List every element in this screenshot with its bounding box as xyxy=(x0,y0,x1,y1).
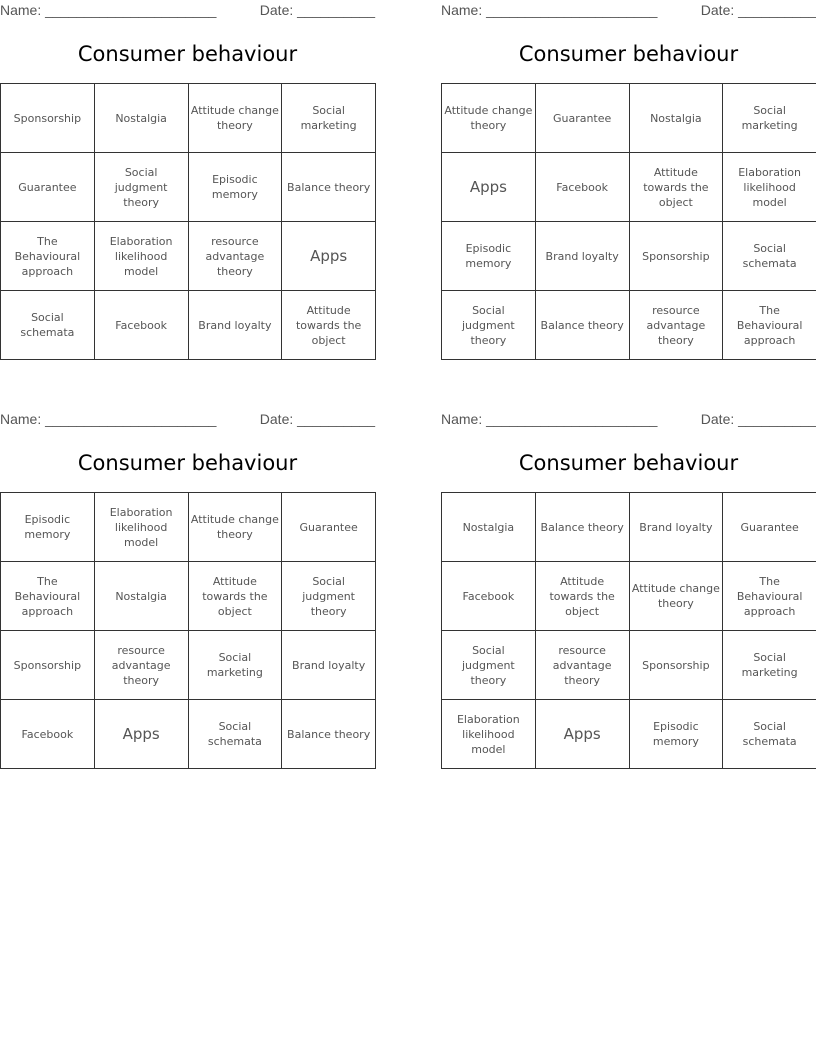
bingo-cell: Balance theory xyxy=(535,493,629,562)
bingo-grid xyxy=(441,83,816,360)
bingo-cell: Social judgment theory xyxy=(442,291,536,360)
bingo-cell: Facebook xyxy=(535,153,629,222)
date-field-label: Date: __________ xyxy=(700,411,816,427)
bingo-cell: Elaboration likelihood model xyxy=(723,153,816,222)
name-field-label: Name: ______________________ xyxy=(441,2,658,18)
grid-row xyxy=(1,153,376,222)
bingo-cell: Social marketing xyxy=(282,84,376,153)
bingo-cell: Balance theory xyxy=(535,291,629,360)
bingo-cell: Episodic memory xyxy=(629,700,723,769)
bingo-cell: Episodic memory xyxy=(188,153,282,222)
bingo-cell: Elaboration likelihood model xyxy=(94,222,188,291)
grid-row xyxy=(1,562,376,631)
bingo-cell: Nostalgia xyxy=(94,562,188,631)
bingo-cell: Attitude change theory xyxy=(188,84,282,153)
bingo-cell: Facebook xyxy=(94,291,188,360)
card-title: Consumer behaviour xyxy=(518,451,739,475)
bingo-cell: Guarantee xyxy=(535,84,629,153)
bingo-cell: Episodic memory xyxy=(442,222,536,291)
bingo-cell: Social schemata xyxy=(188,700,282,769)
bingo-cell: Social judgment theory xyxy=(282,562,376,631)
bingo-grid xyxy=(0,83,376,360)
grid-row xyxy=(442,222,816,291)
bingo-cell: Facebook xyxy=(1,700,95,769)
name-date-row xyxy=(0,411,375,429)
bingo-cell: Sponsorship xyxy=(1,631,95,700)
bingo-cell: Nostalgia xyxy=(442,493,536,562)
bingo-cell: Attitude change theory xyxy=(629,562,723,631)
grid-row xyxy=(1,631,376,700)
grid-row xyxy=(442,493,816,562)
name-field-label: Name: ______________________ xyxy=(0,2,217,18)
bingo-cell: Attitude towards the object xyxy=(188,562,282,631)
grid-row xyxy=(442,153,816,222)
bingo-cell: Social marketing xyxy=(723,84,816,153)
grid-row xyxy=(1,700,376,769)
bingo-cell: Apps xyxy=(442,153,536,222)
card-title: Consumer behaviour xyxy=(518,42,739,66)
name-date-row xyxy=(0,2,375,20)
grid-row xyxy=(442,631,816,700)
bingo-cell: Apps xyxy=(535,700,629,769)
bingo-cell: resource advantage theory xyxy=(94,631,188,700)
bingo-cell: Apps xyxy=(282,222,376,291)
bingo-cell: Attitude change theory xyxy=(442,84,536,153)
name-field-label: Name: ______________________ xyxy=(441,411,658,427)
bingo-cell: Sponsorship xyxy=(629,222,723,291)
bingo-cell: Social judgment theory xyxy=(442,631,536,700)
grid-row xyxy=(442,291,816,360)
bingo-cell: Brand loyalty xyxy=(282,631,376,700)
bingo-cell: Elaboration likelihood model xyxy=(94,493,188,562)
grid-row xyxy=(442,562,816,631)
bingo-cell: Elaboration likelihood model xyxy=(442,700,536,769)
bingo-cell: The Behavioural approach xyxy=(723,291,816,360)
bingo-cell: Brand loyalty xyxy=(188,291,282,360)
grid-row xyxy=(1,291,376,360)
bingo-cell: Attitude towards the object xyxy=(629,153,723,222)
name-date-row xyxy=(441,2,816,20)
card-title: Consumer behaviour xyxy=(77,451,298,475)
bingo-cell: Social marketing xyxy=(723,631,816,700)
grid-row xyxy=(1,493,376,562)
bingo-cell: Social marketing xyxy=(188,631,282,700)
bingo-cell: Social schemata xyxy=(723,700,816,769)
grid-row xyxy=(1,222,376,291)
name-date-row xyxy=(441,411,816,429)
bingo-cell: Balance theory xyxy=(282,700,376,769)
bingo-cell: The Behavioural approach xyxy=(1,222,95,291)
bingo-cell: Guarantee xyxy=(723,493,816,562)
grid-row xyxy=(442,84,816,153)
bingo-cell: Episodic memory xyxy=(1,493,95,562)
bingo-grid xyxy=(0,492,376,769)
bingo-cell: Nostalgia xyxy=(629,84,723,153)
bingo-cell: Attitude change theory xyxy=(188,493,282,562)
bingo-cell: Social schemata xyxy=(723,222,816,291)
bingo-cell: resource advantage theory xyxy=(188,222,282,291)
bingo-cell: The Behavioural approach xyxy=(1,562,95,631)
bingo-cell: Facebook xyxy=(442,562,536,631)
bingo-cell: Social judgment theory xyxy=(94,153,188,222)
bingo-cell: Guarantee xyxy=(1,153,95,222)
bingo-cell: The Behavioural approach xyxy=(723,562,816,631)
bingo-cell: Brand loyalty xyxy=(629,493,723,562)
bingo-cell: Attitude towards the object xyxy=(535,562,629,631)
date-field-label: Date: __________ xyxy=(259,411,375,427)
name-field-label: Name: ______________________ xyxy=(0,411,217,427)
bingo-cell: Social schemata xyxy=(1,291,95,360)
bingo-grid xyxy=(441,492,816,769)
grid-row xyxy=(1,84,376,153)
bingo-cell: Sponsorship xyxy=(1,84,95,153)
grid-row xyxy=(442,700,816,769)
bingo-cell: Apps xyxy=(94,700,188,769)
bingo-cell: Nostalgia xyxy=(94,84,188,153)
bingo-cell: Sponsorship xyxy=(629,631,723,700)
bingo-cell: Brand loyalty xyxy=(535,222,629,291)
bingo-cell: Balance theory xyxy=(282,153,376,222)
bingo-cell: Guarantee xyxy=(282,493,376,562)
date-field-label: Date: __________ xyxy=(259,2,375,18)
bingo-cell: Attitude towards the object xyxy=(282,291,376,360)
card-title: Consumer behaviour xyxy=(77,42,298,66)
bingo-cell: resource advantage theory xyxy=(629,291,723,360)
bingo-cell: resource advantage theory xyxy=(535,631,629,700)
date-field-label: Date: __________ xyxy=(700,2,816,18)
